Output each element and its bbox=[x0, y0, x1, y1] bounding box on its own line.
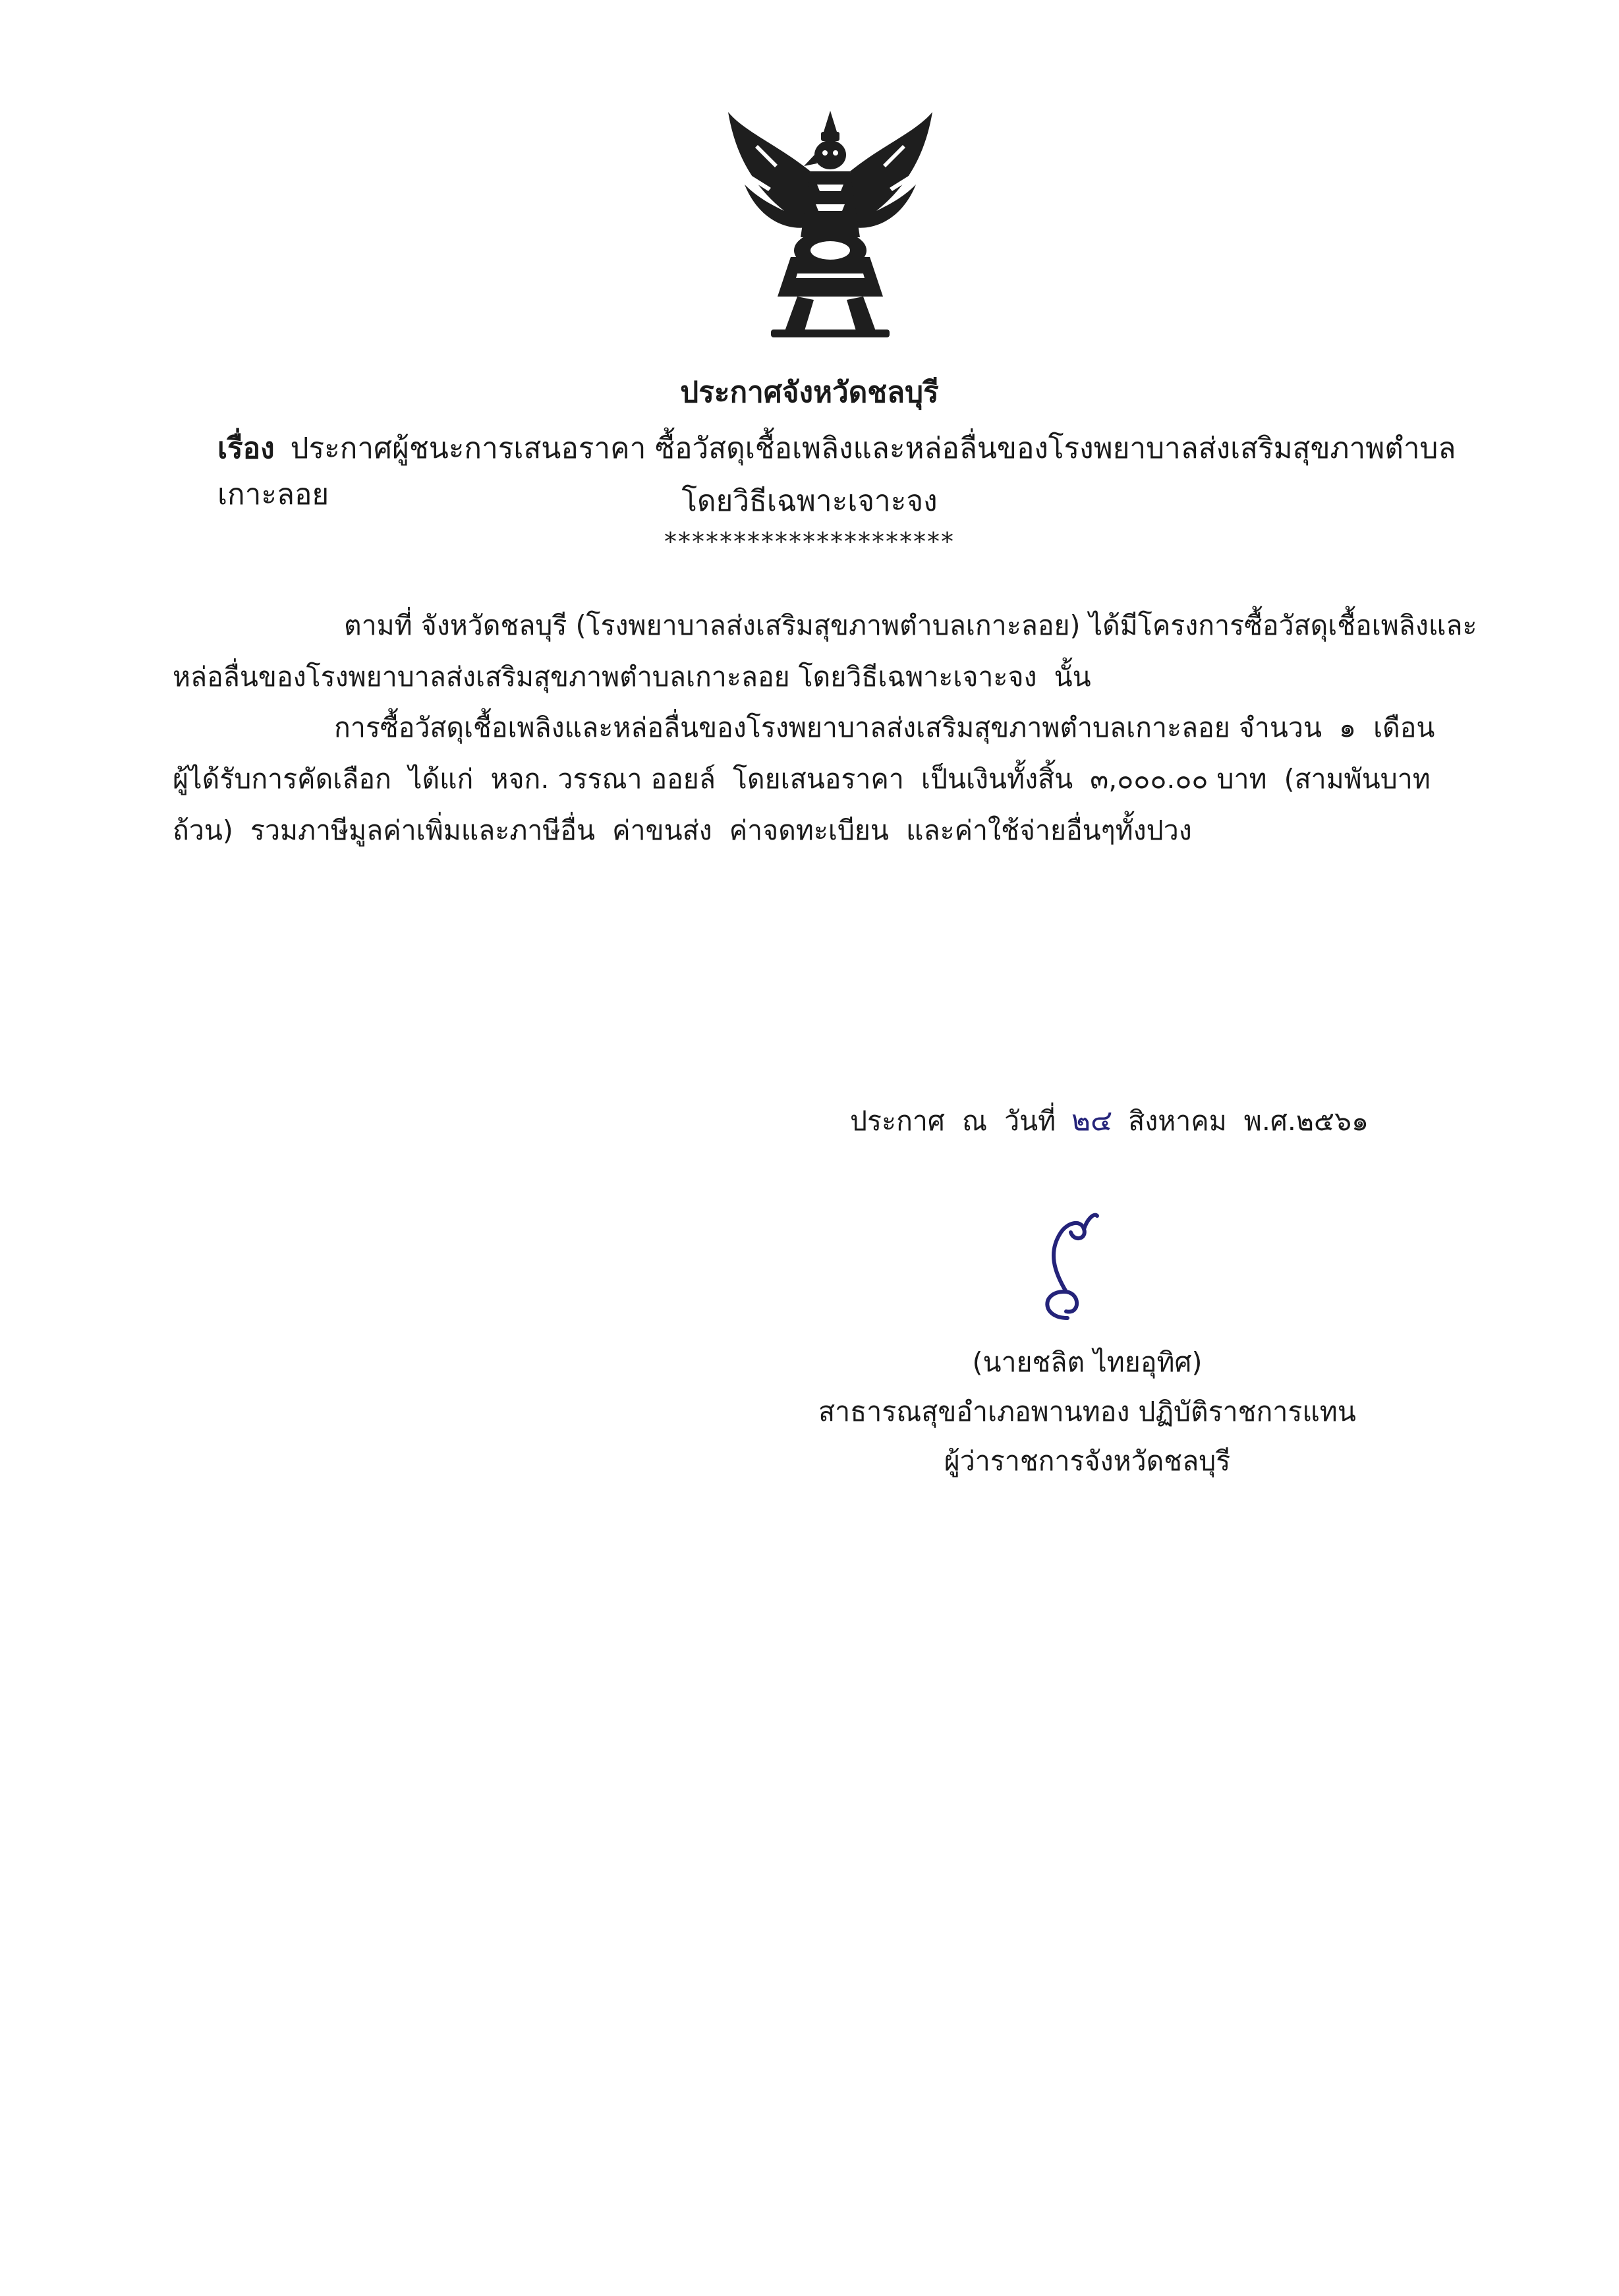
announcement-month-year: สิงหาคม พ.ศ.๒๕๖๑ bbox=[1128, 1105, 1369, 1137]
paragraph-2-line-1: การซื้อวัสดุเชื้อเพลิงและหล่อลื่นของโรงพยาบาลส่งเสริมสุขภาพตำบลเกาะลอย จำนวน ๑ เดือน bbox=[334, 712, 1435, 743]
announcement-date bbox=[850, 1097, 1369, 1143]
subject-text: ประกาศผู้ชนะการเสนอราคา ซื้อวัสดุเชื้อเพลิงและหล่อลื่นของโรงพยาบาลส่งเสริมสุขภาพตำบลเกาะลอย bbox=[217, 432, 1456, 511]
signer-name: (นายชลิต ไทยอุทิศ) bbox=[972, 1346, 1203, 1378]
paragraph-2-line-3: ถ้วน) รวมภาษีมูลค่าเพิ่มและภาษีอื่น ค่าขนส่ง ค่าจดทะเบียน และค่าใช้จ่ายอื่นๆทั้งปวง bbox=[173, 815, 1192, 846]
paragraph-1-line-2: หล่อลื่นของโรงพยาบาลส่งเสริมสุขภาพตำบลเกาะลอย โดยวิธีเฉพาะเจาะจง นั้น bbox=[173, 661, 1091, 693]
paragraph-2-line-2: ผู้ได้รับการคัดเลือก ได้แก่ หจก. วรรณา ออยล์ โดยเสนอราคา เป็นเงินทั้งสิ้น ๓,๐๐๐.๐๐ บาท (สามพันบาท bbox=[173, 763, 1431, 795]
document-title: ประกาศจังหวัดชลบุรี bbox=[680, 376, 939, 409]
paragraph-2 bbox=[173, 702, 1507, 856]
paragraph-1 bbox=[173, 600, 1507, 703]
garuda-emblem-icon bbox=[725, 105, 936, 343]
separator: ********************* bbox=[664, 527, 955, 556]
procurement-method: โดยวิธีเฉพาะเจาะจง bbox=[681, 484, 938, 518]
signer-title: ผู้ว่าราชการจังหวัดชลบุรี bbox=[944, 1445, 1231, 1477]
signer-position: สาธารณสุขอำเภอพานทอง ปฏิบัติราชการแทน bbox=[818, 1396, 1356, 1427]
announcement-day: ๒๔ bbox=[1071, 1104, 1113, 1137]
handwritten-signature bbox=[1015, 1206, 1120, 1331]
paragraph-1-line-1: ตามที่ จังหวัดชลบุรี (โรงพยาบาลส่งเสริมสุขภาพตำบลเกาะลอย) ได้มีโครงการซื้อวัสดุเชื้อเพลิงและ bbox=[344, 610, 1477, 641]
announcement-prefix: ประกาศ ณ วันที่ bbox=[850, 1105, 1056, 1137]
subject-label: เรื่อง bbox=[217, 432, 275, 465]
